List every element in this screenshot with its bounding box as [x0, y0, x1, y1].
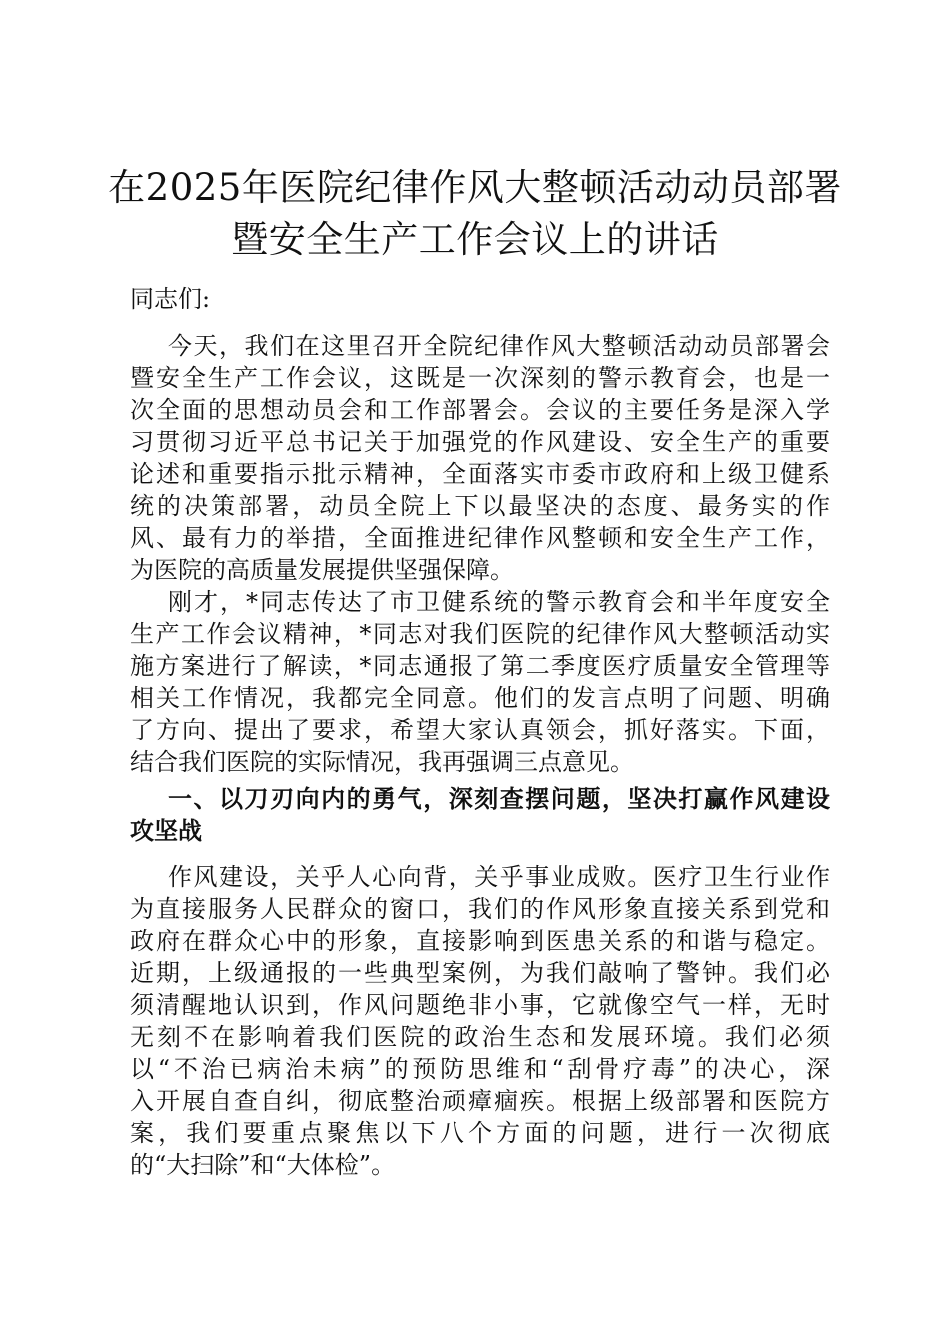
title-line-2: 暨安全生产工作会议上的讲话 — [231, 218, 719, 261]
paragraph-line: 须清醒地认识到，作风问题绝非小事，它就像空气一样，无时 — [130, 991, 830, 1019]
paragraph-1 — [130, 330, 830, 586]
paragraph-line: 相关工作情况，我都完全同意。他们的发言点明了问题、明确 — [130, 684, 830, 712]
paragraph-line: 统的决策部署，动员全院上下以最坚决的态度、最务实的作 — [130, 492, 830, 520]
paragraph-line: 习贯彻习近平总书记关于加强党的作风建设、安全生产的重要 — [130, 428, 830, 456]
paragraph-line: 以“不治已病治未病”的预防思维和“刮骨疗毒”的决心，深 — [130, 1055, 830, 1083]
paragraph-line: 了方向、提出了要求，希望大家认真领会，抓好落实。下面， — [130, 716, 830, 744]
heading-line: 攻坚战 — [130, 816, 202, 845]
heading-line: 一、以刀刃向内的勇气，深刻查摆问题，坚决打赢作风建设 — [168, 784, 830, 813]
paragraph-line: 近期，上级通报的一些典型案例，为我们敲响了警钟。我们必 — [130, 959, 830, 987]
paragraph-line: 风、最有力的举措，全面推进纪律作风整顿和安全生产工作， — [130, 524, 830, 552]
paragraph-line: 暨安全生产工作会议，这既是一次深刻的警示教育会，也是一 — [130, 364, 830, 392]
paragraph-line: 施方案进行了解读，*同志通报了第二季度医疗质量安全管理等 — [130, 652, 830, 680]
paragraph-line: 的“大扫除”和“大体检”。 — [130, 1151, 396, 1179]
section-heading-1 — [130, 783, 830, 847]
paragraph-3 — [130, 861, 830, 1181]
paragraph-line: 结合我们医院的实际情况，我再强调三点意见。 — [130, 748, 634, 776]
paragraph-line: 政府在群众心中的形象，直接影响到医患关系的和谐与稳定。 — [130, 927, 830, 955]
title-line-1: 在2025年医院纪律作风大整顿活动动员部署 — [108, 166, 842, 209]
paragraph-line: 案，我们要重点聚焦以下八个方面的问题，进行一次彻底 — [130, 1119, 830, 1147]
paragraph-line: 今天，我们在这里召开全院纪律作风大整顿活动动员部署会 — [168, 332, 830, 360]
paragraph-line: 刚才，*同志传达了市卫健系统的警示教育会和半年度安全 — [168, 588, 830, 616]
paragraph-line: 生产工作会议精神，*同志对我们医院的纪律作风大整顿活动实 — [130, 620, 830, 648]
paragraph-line: 入开展自查自纠，彻底整治顽瘴痼疾。根据上级部署和医院方 — [130, 1087, 830, 1115]
paragraph-line: 无刻不在影响着我们医院的政治生态和发展环境。我们必须 — [130, 1023, 830, 1051]
salutation: 同志们: — [130, 285, 211, 313]
paragraph-line: 次全面的思想动员会和工作部署会。会议的主要任务是深入学 — [130, 396, 830, 424]
document-title — [100, 162, 850, 266]
paragraph-line: 为医院的高质量发展提供坚强保障。 — [130, 556, 514, 584]
paragraph-line: 论述和重要指示批示精神，全面落实市委市政府和上级卫健系 — [130, 460, 830, 488]
paragraph-2 — [130, 586, 830, 778]
paragraph-line: 为直接服务人民群众的窗口，我们的作风形象直接关系到党和 — [130, 895, 830, 923]
paragraph-line: 作风建设，关乎人心向背，关乎事业成败。医疗卫生行业作 — [168, 863, 830, 891]
